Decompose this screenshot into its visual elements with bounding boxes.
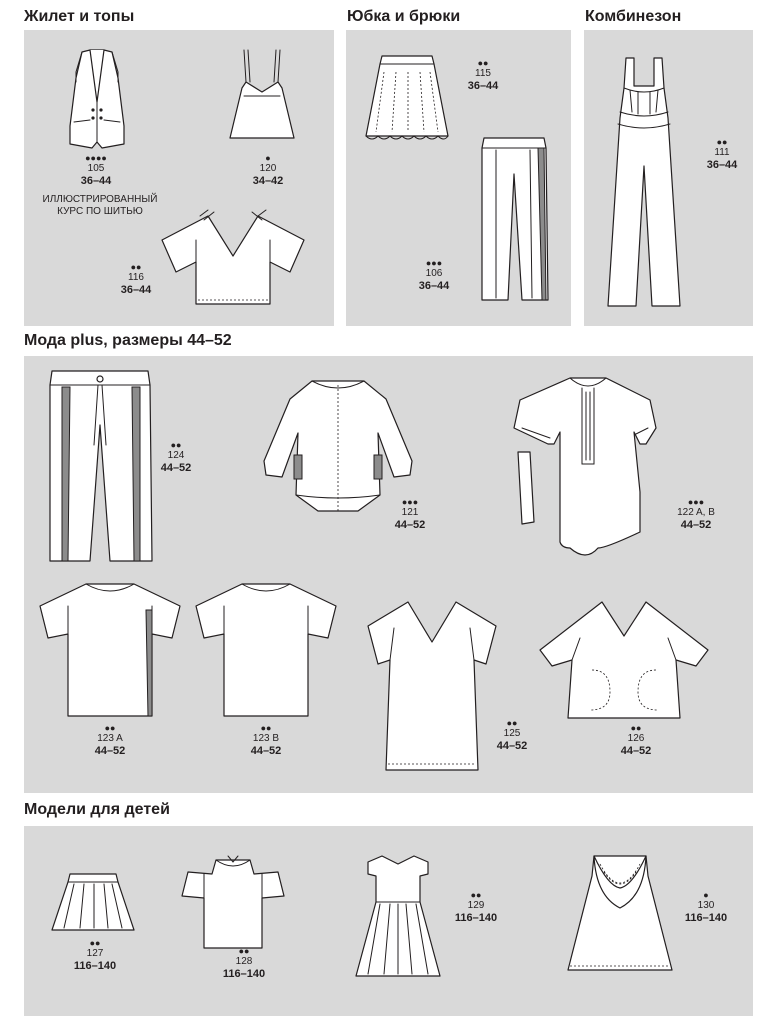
label-122: [656, 497, 736, 531]
kids-blouse-128-sketch[interactable]: [178, 852, 288, 952]
difficulty-dots: ●●●: [687, 497, 705, 507]
tshirt-123b-sketch[interactable]: [192, 580, 340, 720]
section-title-jumpsuit: Комбинезон: [585, 8, 682, 25]
size-range: 44–52: [496, 740, 528, 752]
size-range: 36–44: [706, 159, 738, 171]
size-range: 36–44: [467, 80, 499, 92]
label-127: [55, 938, 135, 972]
label-124: [136, 440, 216, 474]
model-number: 106: [425, 268, 443, 279]
model-number: 122 A, B: [677, 507, 715, 518]
difficulty-dots: ●: [703, 890, 709, 900]
label-129: [436, 890, 516, 924]
kids-dress-129-sketch[interactable]: [352, 852, 444, 982]
model-number: 115: [475, 68, 491, 79]
note-line-1: ИЛЛЮСТРИРОВАННЫЙ: [42, 194, 158, 205]
size-range: 44–52: [394, 519, 426, 531]
difficulty-dots: ●: [265, 153, 271, 163]
difficulty-dots: ●●: [630, 723, 642, 733]
difficulty-dots: ●●: [260, 723, 272, 733]
label-106: [394, 258, 474, 292]
section-title-skirt-trousers: Юбка и брюки: [347, 8, 461, 25]
model-number: 121: [401, 507, 419, 518]
kids-dress-130-sketch[interactable]: [560, 852, 680, 976]
model-number: 127: [86, 948, 104, 959]
label-125: [472, 718, 552, 752]
difficulty-dots: ●●: [470, 890, 482, 900]
tunic-122-sketch[interactable]: [510, 372, 660, 562]
vest-105-sketch[interactable]: [62, 48, 132, 150]
sewing-course-note: [30, 194, 170, 218]
size-range: 116–140: [684, 912, 728, 924]
label-128: [204, 946, 284, 980]
model-number: 123 A: [97, 733, 123, 744]
skirt-115-sketch[interactable]: [362, 52, 452, 144]
size-range: 44–52: [680, 519, 712, 531]
label-105: [56, 153, 136, 187]
size-range: 44–52: [94, 745, 126, 757]
model-number: 111: [714, 147, 730, 158]
model-number: 105: [87, 163, 105, 174]
difficulty-dots: ●●: [104, 723, 116, 733]
difficulty-dots: ●●: [130, 262, 142, 272]
model-number: 123 B: [252, 733, 280, 744]
size-range: 44–52: [620, 745, 652, 757]
label-116: [96, 262, 176, 296]
blouse-116-sketch[interactable]: [158, 210, 308, 308]
label-120: [228, 153, 308, 187]
difficulty-dots: ●●●●: [85, 153, 107, 163]
difficulty-dots: ●●: [170, 440, 182, 450]
model-number: 125: [503, 728, 521, 739]
difficulty-dots: ●●: [238, 946, 250, 956]
size-range: 36–44: [120, 284, 152, 296]
difficulty-dots: ●●: [89, 938, 101, 948]
size-range: 36–44: [418, 280, 450, 292]
label-123b: [226, 723, 306, 757]
size-range: 44–52: [250, 745, 282, 757]
model-number: 124: [167, 450, 185, 461]
label-115: [443, 58, 523, 92]
section-title-kids: Модели для детей: [24, 801, 170, 818]
size-range: 34–42: [252, 175, 284, 187]
label-130: [666, 890, 746, 924]
difficulty-dots: ●●: [716, 137, 728, 147]
size-range: 44–52: [160, 462, 192, 474]
label-111: [682, 137, 762, 171]
size-range: 116–140: [454, 912, 498, 924]
note-line-2: КУРС ПО ШИТЬЮ: [57, 206, 143, 217]
label-123a: [70, 723, 150, 757]
section-title-plus-size: Мода plus, размеры 44–52: [24, 332, 232, 349]
difficulty-dots: ●●●: [401, 497, 419, 507]
label-121: [370, 497, 450, 531]
tshirt-123a-sketch[interactable]: [36, 580, 184, 720]
kids-skirt-127-sketch[interactable]: [48, 870, 138, 936]
camisole-120-sketch[interactable]: [228, 48, 296, 144]
model-number: 126: [627, 733, 645, 744]
top-126-sketch[interactable]: [536, 598, 712, 722]
difficulty-dots: ●●: [477, 58, 489, 68]
model-number: 120: [259, 163, 277, 174]
size-range: 116–140: [222, 968, 266, 980]
model-number: 129: [467, 900, 485, 911]
label-126: [596, 723, 676, 757]
size-range: 36–44: [80, 175, 112, 187]
bomber-121-sketch[interactable]: [258, 375, 418, 517]
difficulty-dots: ●●●: [425, 258, 443, 268]
model-number: 116: [128, 272, 144, 283]
model-number: 128: [235, 956, 253, 967]
model-number: 130: [697, 900, 715, 911]
trousers-106-sketch[interactable]: [476, 134, 552, 304]
size-range: 116–140: [73, 960, 117, 972]
jumpsuit-111-sketch[interactable]: [604, 56, 684, 312]
section-title-vest-tops: Жилет и топы: [24, 8, 135, 25]
difficulty-dots: ●●: [506, 718, 518, 728]
